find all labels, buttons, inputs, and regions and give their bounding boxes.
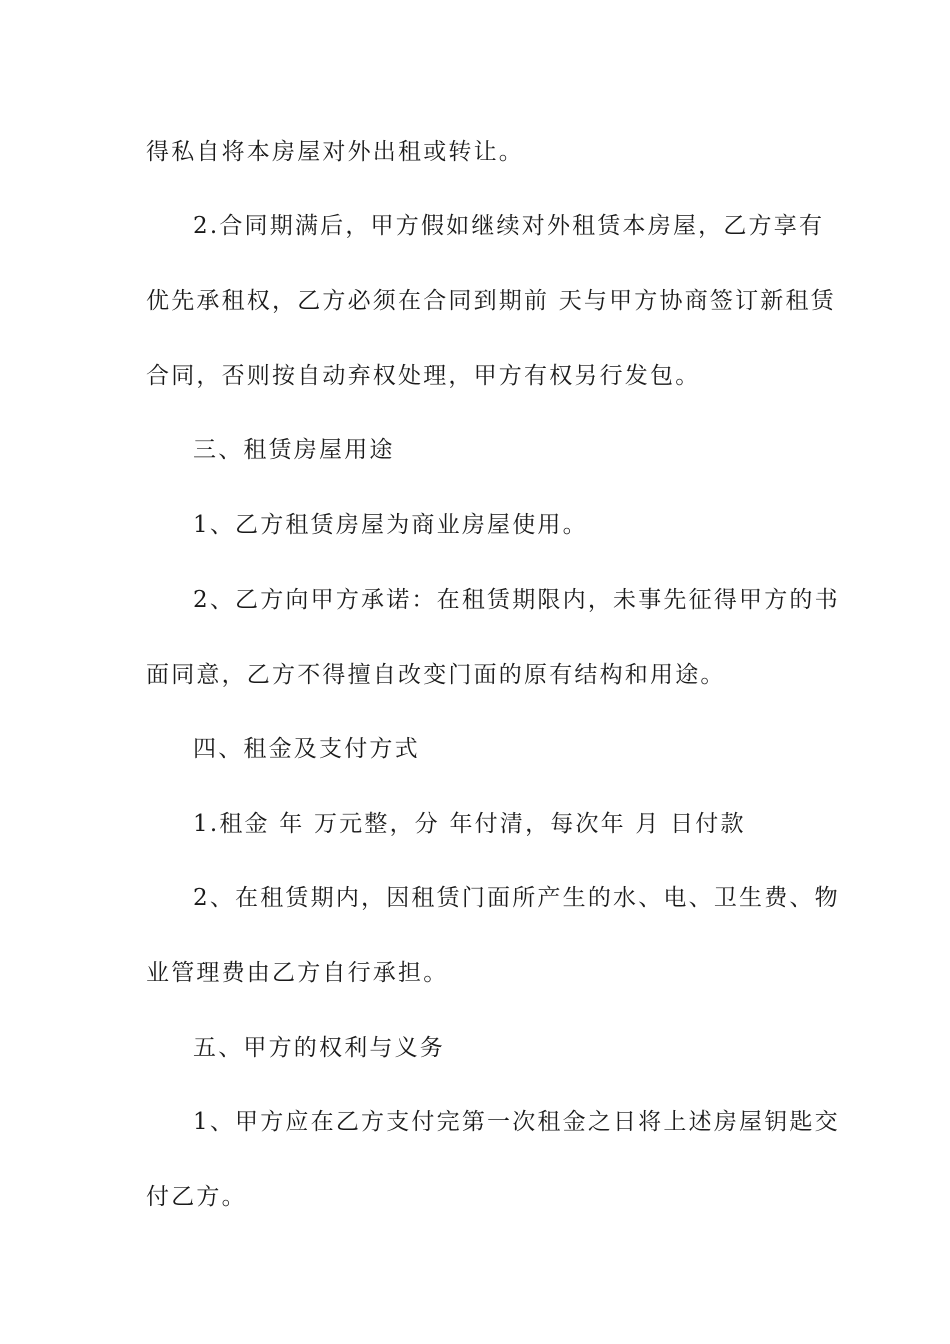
paragraph-line: 付乙方。: [146, 1184, 247, 1210]
section-heading: 四、租金及支付方式: [193, 736, 420, 762]
paragraph-line: 1、甲方应在乙方支付完第一次租金之日将上述房屋钥匙交: [193, 1109, 840, 1135]
section-heading: 三、租赁房屋用途: [193, 437, 395, 463]
paragraph-line: 1.租金 年 万元整，分 年付清，每次年 月 日付款: [193, 811, 746, 837]
paragraph-line: 2.合同期满后，甲方假如继续对外租赁本房屋，乙方享有: [193, 213, 825, 239]
paragraph-line: 面同意，乙方不得擅自改变门面的原有结构和用途。: [146, 662, 726, 688]
paragraph-line: 2、乙方向甲方承诺：在租赁期限内，未事先征得甲方的书: [193, 587, 840, 613]
paragraph-line: 优先承租权，乙方必须在合同到期前 天与甲方协商签订新租赁: [146, 288, 836, 314]
paragraph-line: 得私自将本房屋对外出租或转让。: [146, 139, 524, 165]
paragraph-line: 2、在租赁期内，因租赁门面所产生的水、电、卫生费、物: [193, 885, 840, 911]
paragraph-line: 业管理费由乙方自行承担。: [146, 960, 449, 986]
section-heading: 五、甲方的权利与义务: [193, 1035, 445, 1061]
paragraph-line: 1、乙方租赁房屋为商业房屋使用。: [193, 512, 588, 538]
paragraph-line: 合同，否则按自动弃权处理，甲方有权另行发包。: [146, 363, 701, 389]
